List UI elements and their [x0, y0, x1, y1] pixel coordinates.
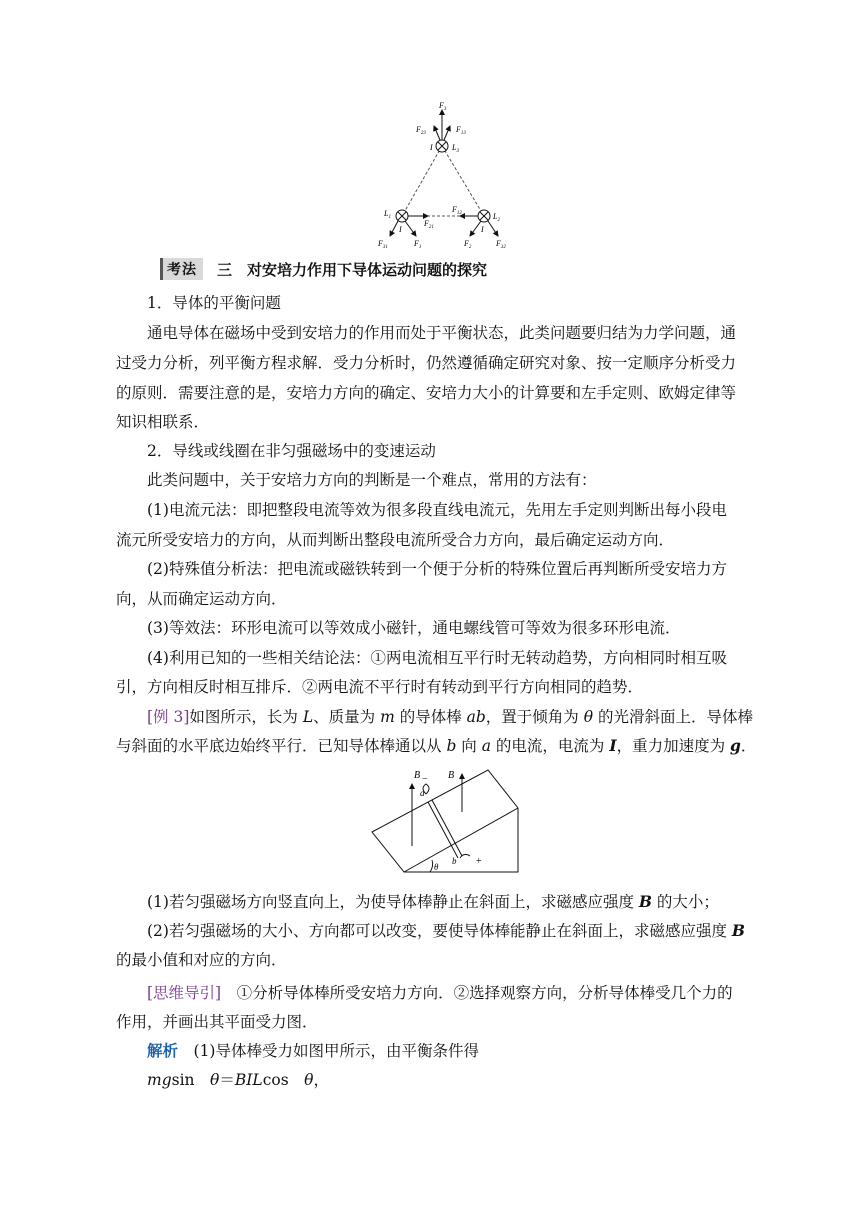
question-2-line-1: (2)若匀强磁场的大小、方向都可以改变，要使导体棒能静止在斜面上，求磁感应强度 B — [147, 921, 745, 940]
label-b: b — [452, 856, 457, 866]
paragraph-2-line-1: 通电导体在磁场中受到安培力的作用而处于平衡状态，此类问题要归结为力学问题，通 — [147, 324, 737, 342]
paragraph-8-line-1: (4)利用已知的一些相关结论法：①两电流相互平行时无转动趋势，方向相同时相互吸 — [147, 649, 727, 667]
paragraph-2-line-4: 知识相联系． — [116, 413, 210, 431]
label-plus: + — [476, 856, 482, 867]
paragraph-8-line-2: 引，方向相反时相互排斥．②两电流不平行时有转动到平行方向相同的趋势． — [116, 678, 644, 696]
section-title: 三 对安培力作用下导体运动问题的探究 — [217, 260, 488, 279]
paragraph-1: 1．导体的平衡问题 — [147, 294, 281, 312]
example-line-1: [例 3]如图所示，长为 L、质量为 m 的导体棒 ab，置于倾角为 θ 的光滑斜面上．导体棒 — [147, 708, 754, 726]
label-minus: − — [422, 774, 428, 785]
label-i-left: I — [399, 225, 402, 234]
label-f2: $F_2$ — [464, 239, 472, 250]
label-f1: $F_1$ — [414, 239, 422, 250]
analysis-equation: mgsin θ＝BILcos θ， — [147, 1071, 330, 1089]
example-line-2: 与斜面的水平底边始终平行．已知导体棒通以从 b 向 a 的电流，电流为 I，重力加速度为 g． — [116, 736, 757, 755]
incline-rod-diagram — [368, 766, 522, 876]
analysis-tag: 解析 — [147, 1041, 179, 1060]
label-l1: $L_1$ — [384, 209, 391, 220]
label-a: a — [420, 788, 425, 798]
section-heading — [160, 257, 487, 281]
section-badge: 考法 — [160, 258, 203, 280]
label-f21: $F_{21}$ — [424, 219, 434, 230]
paragraph-4: 此类问题中，关于安培力方向的判断是一个难点，常用的方法有： — [147, 471, 597, 489]
paragraph-6-line-1: (2)特殊值分析法：把电流或磁铁转到一个便于分析的特殊位置后再判断所受安培力方 — [147, 560, 727, 578]
label-l2: $L_2$ — [493, 212, 500, 223]
label-f13: $F_{13}$ — [456, 125, 466, 136]
label-f12: $F_{12}$ — [452, 205, 462, 216]
label-l3: $L_3$ — [452, 143, 459, 154]
label-i-top: I — [430, 143, 433, 152]
label-f3: $F_3$ — [439, 101, 447, 112]
paragraph-3: 2．导线或线圈在非匀强磁场中的变速运动 — [147, 442, 436, 460]
label-theta: θ — [434, 862, 439, 872]
guide-tag: [思维导引] — [147, 984, 222, 1002]
label-f31: $F_{31}$ — [378, 239, 388, 250]
paragraph-5-line-2: 流元所受安培力的方向，从而判断出整段电流所受合力方向，最后确定运动方向． — [116, 531, 675, 549]
question-1: (1)若匀强磁场方向竖直向上，为使导体棒静止在斜面上，求磁感应强度 B 的大小； — [147, 892, 719, 911]
paragraph-5-line-1: (1)电流元法：即把整段电流等效为很多段直线电流元，先用左手定则判断出每小段电 — [147, 501, 727, 519]
label-b-left: B — [414, 770, 421, 781]
label-f23: $F_{23}$ — [416, 125, 426, 136]
example-tag: [例 3] — [147, 708, 190, 726]
three-wires-force-diagram — [372, 98, 512, 254]
guide-line-2: 作用，并画出其平面受力图． — [116, 1013, 318, 1031]
paragraph-6-line-2: 向，从而确定运动方向． — [116, 590, 287, 608]
label-f32: $F_{32}$ — [496, 239, 506, 250]
paragraph-2-line-2: 过受力分析，列平衡方程求解．受力分析时，仍然遵循确定研究对象、按一定顺序分析受力 — [116, 354, 737, 372]
paragraph-2-line-3: 的原则．需要注意的是，安培力方向的确定、安培力大小的计算要和左手定则、欧姆定律等 — [116, 384, 737, 402]
question-2-line-2: 的最小值和对应的方向． — [116, 951, 287, 969]
label-b-right: B — [448, 770, 455, 781]
guide-line-1: [思维导引] ①分析导体棒所受安培力方向．②选择观察方向，分析导体棒受几个力的 — [147, 984, 733, 1002]
analysis-line-1: 解析 (1)导体棒受力如图甲所示，由平衡条件得 — [147, 1041, 479, 1060]
paragraph-7: (3)等效法：环形电流可以等效成小磁针，通电螺线管可等效为很多环形电流． — [147, 619, 681, 637]
label-i-right: I — [481, 225, 484, 234]
